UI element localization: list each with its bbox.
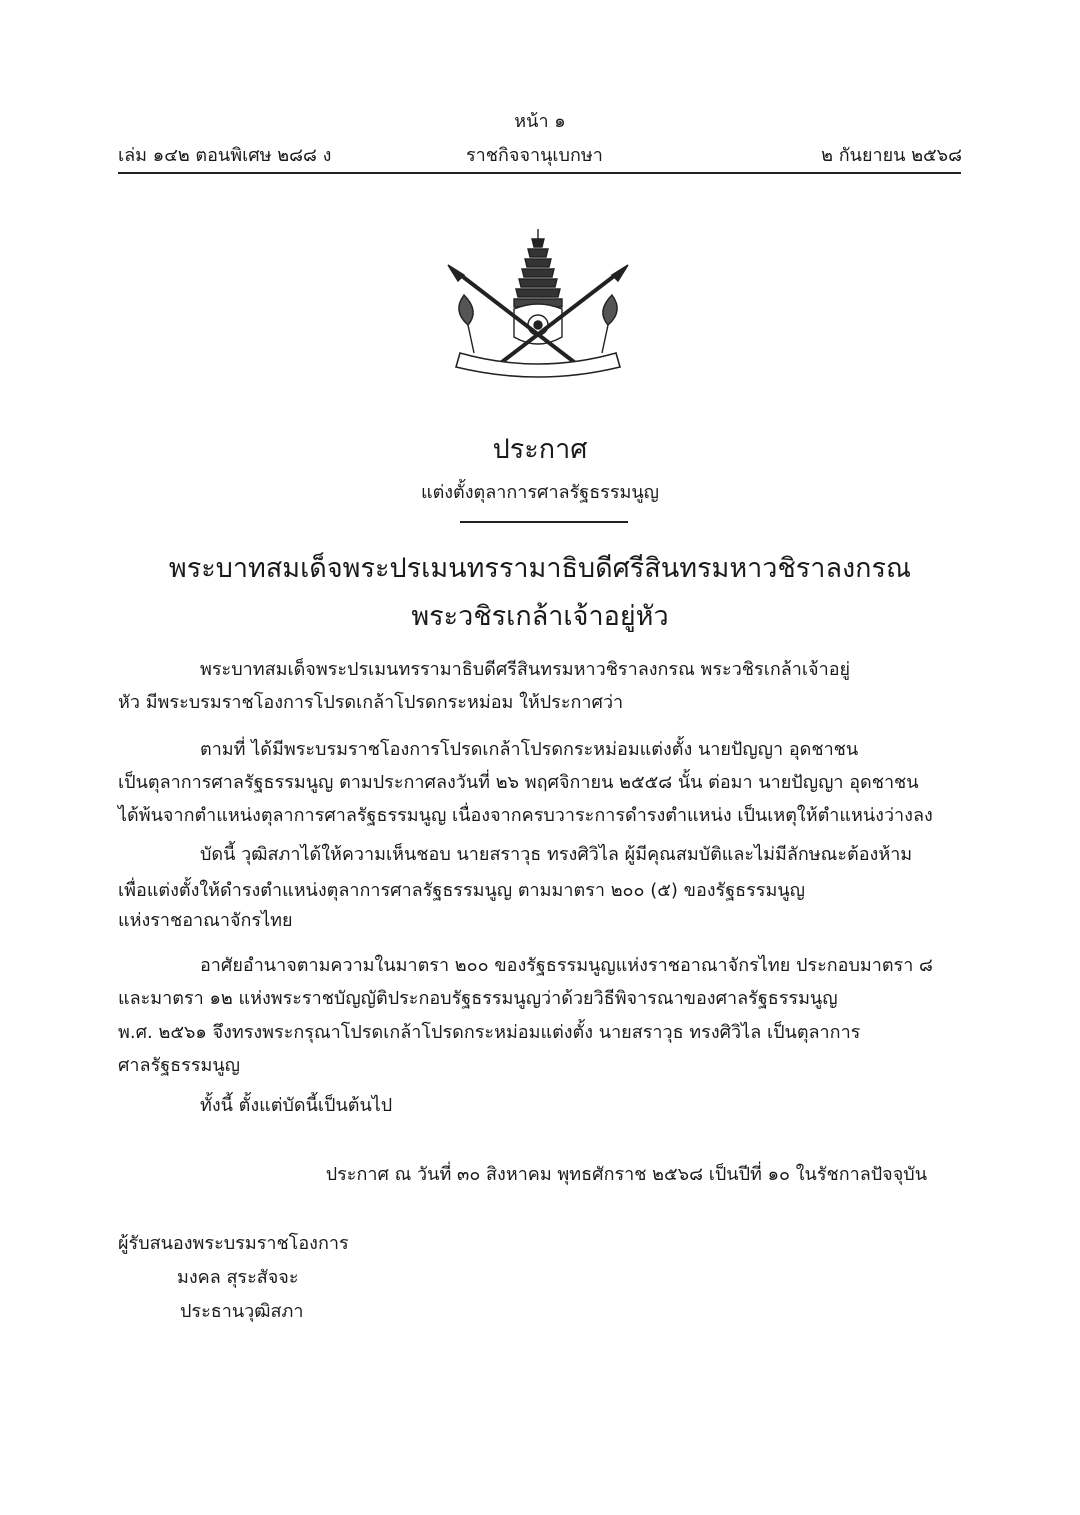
countersign-name: มงคล สุระสัจจะ <box>177 1267 299 1288</box>
publish-date: ๒ กันยายน ๒๕๖๘ <box>821 145 962 166</box>
countersign-position: ประธานวุฒิสภา <box>180 1301 304 1322</box>
body-line: และมาตรา ๑๒ แห่งพระราชบัญญัติประกอบรัฐธรรมนูญว่าด้วยวิธีพิจารณาของศาลรัฐธรรมนูญ <box>118 988 838 1009</box>
proclamation-date: ประกาศ ณ วันที่ ๓๐ สิงหาคม พุทธศักราช ๒๕๖๘ เป็นปีที่ ๑๐ ในรัชกาลปัจจุบัน <box>325 1164 927 1185</box>
body-line: แห่งราชอาณาจักรไทย <box>118 910 293 931</box>
header-rule <box>118 172 961 174</box>
body-line: เพื่อแต่งตั้งให้ดำรงตำแหน่งตุลาการศาลรัฐธรรมนูญ ตามมาตรา ๒๐๐ (๕) ของรัฐธรรมนูญ <box>118 880 805 901</box>
document-subtitle: แต่งตั้งตุลาการศาลรัฐธรรมนูญ <box>420 482 660 503</box>
body-line: อาศัยอำนาจตามความในมาตรา ๒๐๐ ของรัฐธรรมนูญแห่งราชอาณาจักรไทย ประกอบมาตรา ๘ <box>200 955 933 976</box>
countersign-label: ผู้รับสนองพระบรมราชโองการ <box>118 1233 349 1254</box>
royal-seal-emblem-icon <box>428 225 648 385</box>
gazette-name: ราชกิจจานุเบกษา <box>466 145 603 166</box>
body-line: พระบาทสมเด็จพระปรเมนทรรามาธิบดีศรีสินทรมหาวชิราลงกรณ พระวชิรเกล้าเจ้าอยู่ <box>200 659 851 680</box>
king-name-line1: พระบาทสมเด็จพระปรเมนทรรามาธิบดีศรีสินทรมหาวชิราลงกรณ <box>168 553 912 584</box>
document-title: ประกาศ <box>492 434 588 465</box>
volume-info: เล่ม ๑๔๒ ตอนพิเศษ ๒๘๘ ง <box>118 145 332 166</box>
body-line: ทั้งนี้ ตั้งแต่บัดนี้เป็นต้นไป <box>200 1095 393 1116</box>
body-line: ได้พ้นจากตำแหน่งตุลาการศาลรัฐธรรมนูญ เนื่องจากครบวาระการดำรงตำแหน่ง เป็นเหตุให้ตำแหน่งว่างลง <box>118 805 933 826</box>
title-rule <box>460 521 628 523</box>
body-line: หัว มีพระบรมราชโองการโปรดเกล้าโปรดกระหม่อม ให้ประกาศว่า <box>118 692 624 713</box>
body-line: เป็นตุลาการศาลรัฐธรรมนูญ ตามประกาศลงวันที่ ๒๖ พฤศจิกายน ๒๕๕๘ นั้น ต่อมา นายปัญญา อุดชาชน <box>118 772 919 793</box>
body-line: ตามที่ ได้มีพระบรมราชโองการโปรดเกล้าโปรดกระหม่อมแต่งตั้ง นายปัญญา อุดชาชน <box>200 739 859 760</box>
body-line: ศาลรัฐธรรมนูญ <box>118 1055 240 1076</box>
body-line: พ.ศ. ๒๕๖๑ จึงทรงพระกรุณาโปรดเกล้าโปรดกระหม่อมแต่งตั้ง นายสราวุธ ทรงศิวิไล เป็นตุลาการ <box>118 1022 861 1043</box>
body-line: บัดนี้ วุฒิสภาได้ให้ความเห็นชอบ นายสราวุธ ทรงศิวิไล ผู้มีคุณสมบัติและไม่มีลักษณะต้องห้าม <box>200 844 913 865</box>
king-name-line2: พระวชิรเกล้าเจ้าอยู่หัว <box>411 601 669 632</box>
page-number: หน้า ๑ <box>514 111 566 132</box>
